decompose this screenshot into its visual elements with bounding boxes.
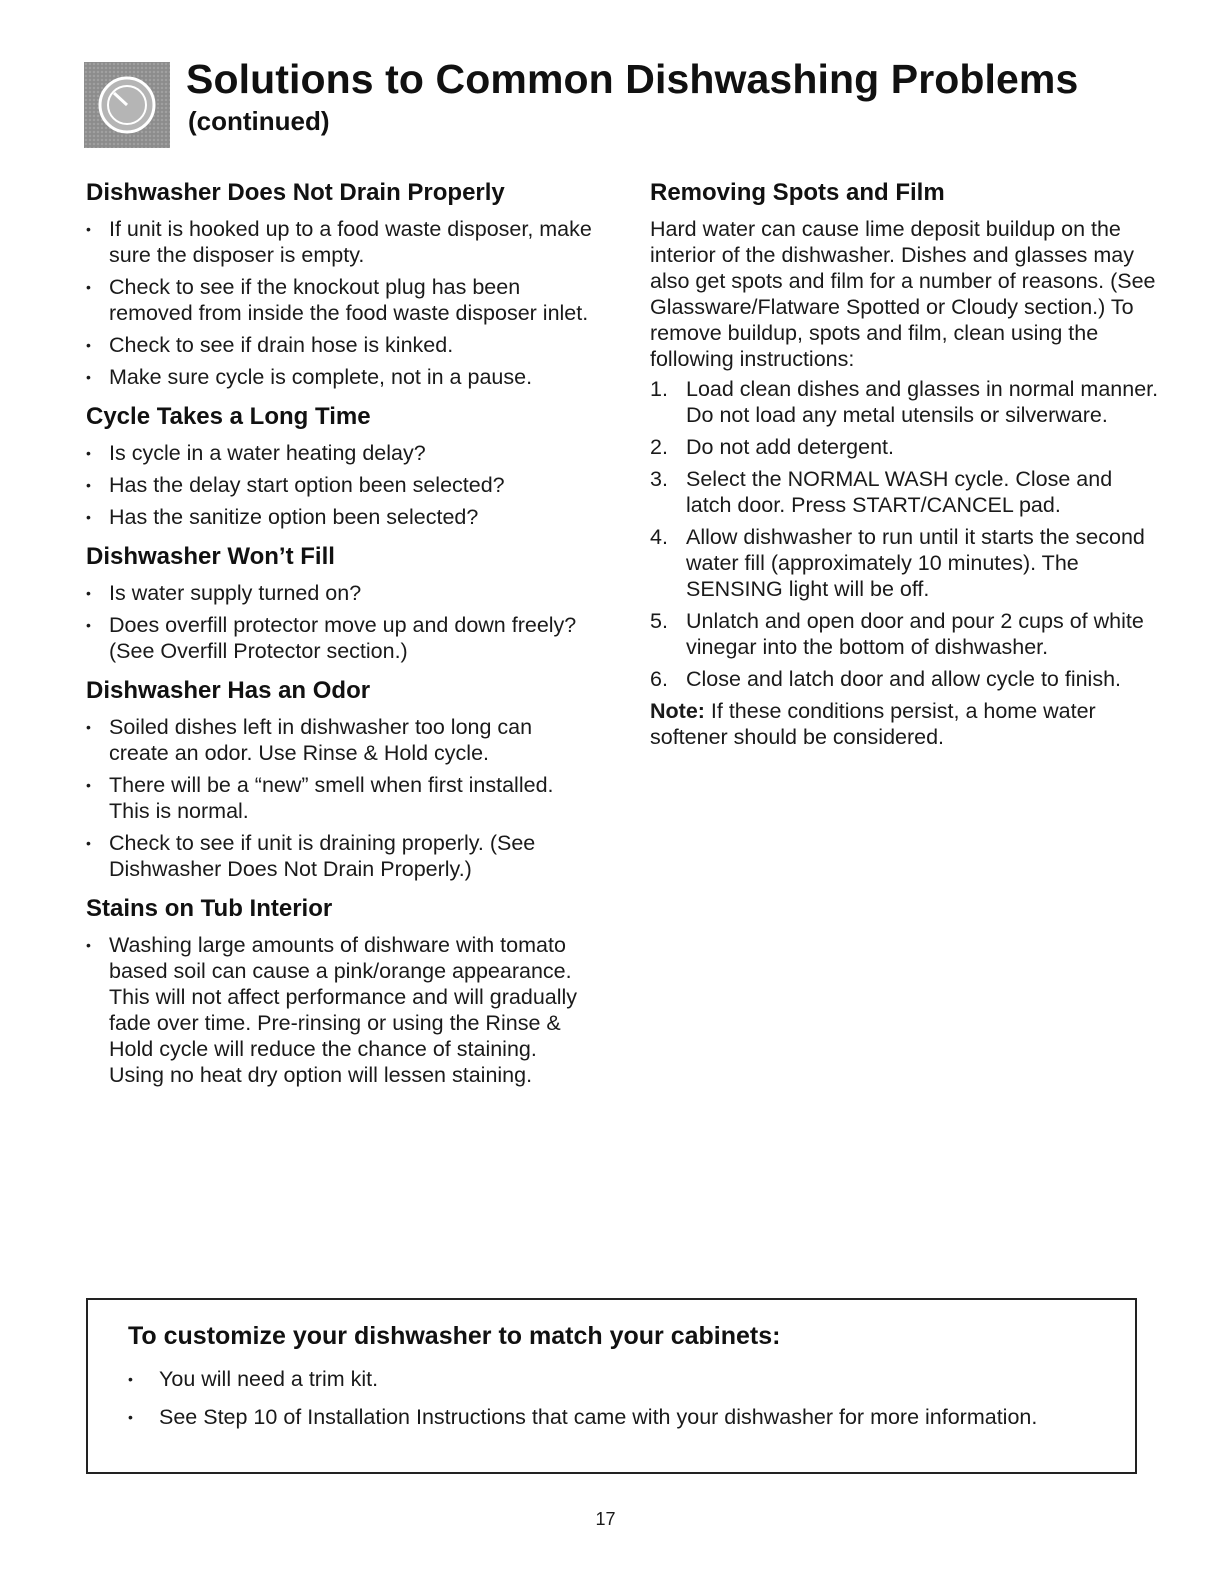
step-text: Do not add detergent. [686,435,894,459]
section-heading: Dishwasher Won’t Fill [86,543,335,570]
list-item-text: Has the delay start option been selected? [109,473,505,497]
step-number: 5. [650,609,668,633]
bullet-icon: • [86,445,91,461]
note-label: Note: [650,699,705,723]
list-item-text: There will be a “new” smell when first installed. This is normal. [109,773,554,823]
bullet-icon: • [86,719,91,735]
bullet-icon: • [86,585,91,601]
bullet-icon: • [86,221,91,237]
list-item-text: Make sure cycle is complete, not in a pause. [109,365,533,389]
intro-paragraph: Hard water can cause lime deposit buildup on the interior of the dishwasher. Dishes and glasses may also get spots and film for a number of reasons. (See Glassware/Flatware Spotted or Cloudy section.) To remove buildup, spots and film, clean using the following instructions: [650,217,1156,371]
step-item [650,524,1160,602]
section-stains [86,892,596,1088]
bullet-icon: • [86,337,91,353]
step-item [650,376,1160,428]
bullet-icon: • [86,509,91,525]
list-item [86,504,596,530]
list-item [86,364,596,390]
section-heading: Stains on Tub Interior [86,895,333,922]
list-item [86,216,596,268]
note-paragraph [650,698,1160,750]
list-item [86,274,596,326]
page-title: Solutions to Common Dishwashing Problems [186,56,1079,102]
left-column [86,176,596,1098]
bullet-list [86,580,596,664]
bullet-icon: • [86,369,91,385]
step-number: 2. [650,435,668,459]
list-item-text: See Step 10 of Installation Instructions that came with your dishwasher for more information. [159,1405,1038,1429]
page-number: 17 [595,1509,616,1529]
step-text: Select the NORMAL WASH cycle. Close and latch door. Press START/CANCEL pad. [686,467,1113,517]
list-item [86,580,596,606]
section-cycle [86,400,596,530]
section-fill [86,540,596,664]
list-item [86,472,596,498]
list-item-text: Washing large amounts of dishware with tomato based soil can cause a pink/orange appearance. This will not affect performance and will gradually fade over time. Pre-rinsing or using the Rinse & Hold cycle will reduce the chance of staining. Using no heat dry option will lessen staining. [109,933,578,1087]
list-item-text: Check to see if the knockout plug has been removed from inside the food waste disposer inlet. [109,275,589,325]
list-item-text: Does overfill protector move up and down freely? (See Overfill Protector section.) [109,613,577,663]
box-heading: To customize your dishwasher to match your cabinets: [128,1322,781,1350]
right-column [650,176,1160,750]
bullet-icon: • [128,1371,133,1387]
cycle-gauge-icon [84,62,170,148]
page-subtitle: (continued) [188,106,330,136]
list-item-text: Check to see if unit is draining properly. (See Dishwasher Does Not Drain Properly.) [109,831,536,881]
list-item [86,440,596,466]
step-number: 3. [650,467,668,491]
step-number: 1. [650,377,668,401]
bullet-list [86,932,596,1088]
list-item [86,830,596,882]
list-item-text: Is water supply turned on? [109,581,362,605]
customize-box [86,1298,1137,1474]
bullet-list [86,440,596,530]
note-text: If these conditions persist, a home water softener should be considered. [650,699,1096,749]
box-list [128,1366,1108,1442]
bullet-icon: • [86,777,91,793]
step-text: Allow dishwasher to run until it starts the second water fill (approximately 10 minutes). The SENSING light will be off. [686,525,1145,601]
list-item [86,612,596,664]
section-odor [86,674,596,882]
list-item-text: Is cycle in a water heating delay? [109,441,426,465]
list-item [128,1366,1108,1392]
list-item [86,714,596,766]
bullet-list [86,216,596,390]
bullet-icon: • [86,937,91,953]
step-text: Close and latch door and allow cycle to finish. [686,667,1122,691]
list-item [86,932,596,1088]
bullet-icon: • [128,1409,133,1425]
section-heading: Removing Spots and Film [650,179,945,206]
step-number: 6. [650,667,668,691]
section-heading: Cycle Takes a Long Time [86,403,371,430]
list-item [86,772,596,824]
step-text: Load clean dishes and glasses in normal manner. Do not load any metal utensils or silverware. [686,377,1159,427]
list-item-text: You will need a trim kit. [159,1367,379,1391]
bullet-icon: • [86,477,91,493]
bullet-list [86,714,596,882]
list-item [86,332,596,358]
bullet-icon: • [86,835,91,851]
section-drain [86,176,596,390]
step-item [650,608,1160,660]
step-item [650,666,1160,692]
bullet-icon: • [86,617,91,633]
bullet-icon: • [86,279,91,295]
list-item-text: Soiled dishes left in dishwasher too long can create an odor. Use Rinse & Hold cycle. [109,715,533,765]
steps-list [650,376,1160,692]
step-item [650,466,1160,518]
list-item-text: Check to see if drain hose is kinked. [109,333,454,357]
step-item [650,434,1160,460]
step-text: Unlatch and open door and pour 2 cups of white vinegar into the bottom of dishwasher. [686,609,1144,659]
step-number: 4. [650,525,668,549]
section-heading: Dishwasher Has an Odor [86,677,371,704]
section-heading: Dishwasher Does Not Drain Properly [86,179,505,206]
list-item [128,1404,1108,1430]
list-item-text: If unit is hooked up to a food waste disposer, make sure the disposer is empty. [109,217,592,267]
list-item-text: Has the sanitize option been selected? [109,505,479,529]
